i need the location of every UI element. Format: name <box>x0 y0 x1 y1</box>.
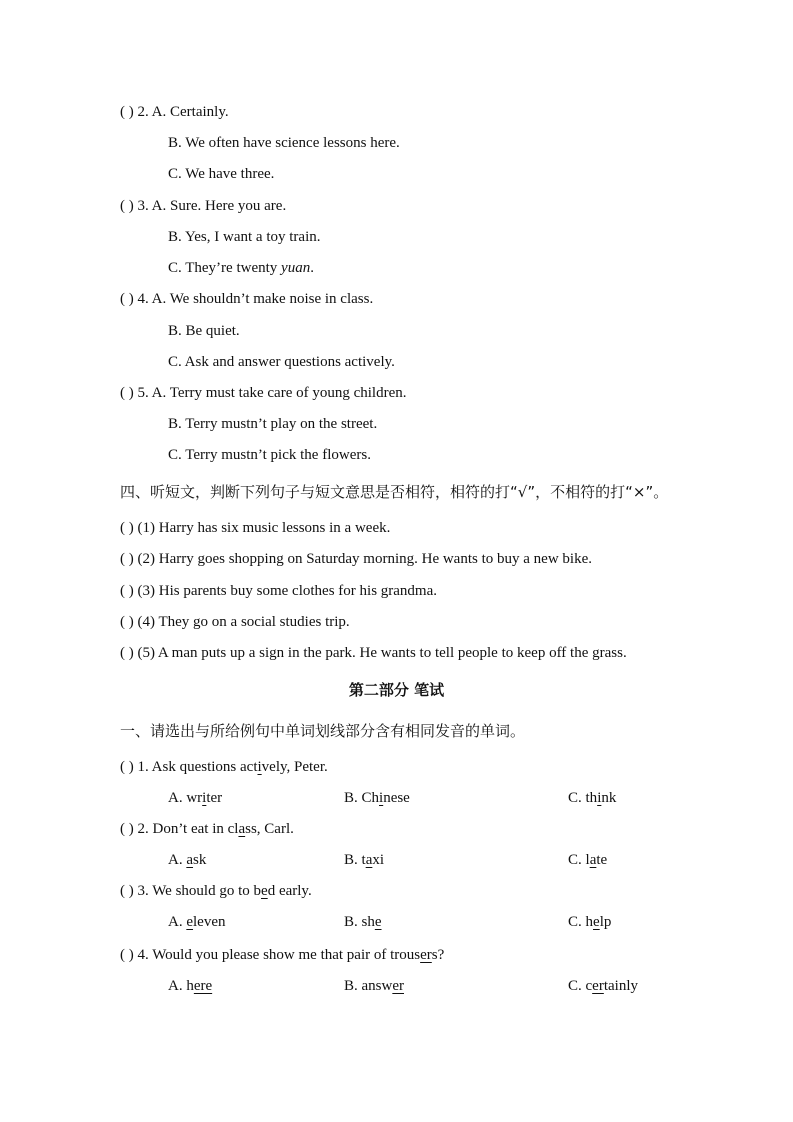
underlined-letters: er <box>392 978 404 994</box>
option-line <box>168 258 314 278</box>
underlined-letters: i <box>379 790 384 806</box>
option-line: B. Terry mustn’t play on the street. <box>168 416 378 432</box>
underlined-letters: e <box>186 914 194 930</box>
section-heading: 四、听短文，判断下列句子与短文意思是否相符，相符的打“√”，不相符的打“×”。 <box>120 483 669 501</box>
word-part: nk <box>601 790 617 806</box>
phonics-option <box>344 788 410 808</box>
word-part: vely, Peter. <box>261 759 328 775</box>
judgement-item: ( ) (5) A man puts up a sign in the park. He wants to tell people to keep off the grass. <box>120 645 627 661</box>
word-part: A. <box>168 852 187 868</box>
word-part: B. answ <box>344 978 393 994</box>
underlined-letters: a <box>186 852 194 868</box>
section-heading: 一、请选出与所给例句中单词划线部分含有相同发音的单词。 <box>120 722 526 740</box>
underlined-letters: ere <box>193 978 213 994</box>
judgement-item: ( ) (2) Harry goes shopping on Saturday morning. He wants to buy a new bike. <box>120 551 592 567</box>
italic-word: yuan <box>281 260 311 276</box>
word-part: xi <box>372 852 385 868</box>
word-part: C. c <box>568 978 593 994</box>
underlined-letters: a <box>589 852 597 868</box>
phonics-question <box>120 757 328 777</box>
word-part: A. h <box>168 978 194 994</box>
phonics-question <box>120 881 312 901</box>
option-line: C. Terry mustn’t pick the flowers. <box>168 447 371 463</box>
phonics-question <box>120 945 444 965</box>
word-part: sk <box>193 852 207 868</box>
phonics-option <box>568 788 616 808</box>
option-line: B. We often have science lessons here. <box>168 135 400 151</box>
judgement-item: ( ) (4) They go on a social studies trip. <box>120 614 350 630</box>
word-part: C. th <box>568 790 598 806</box>
option-line: C. We have three. <box>168 166 275 182</box>
word-part: ( ) 4. Would you please show me that pair of trous <box>120 947 421 963</box>
underlined-letters: a <box>365 852 373 868</box>
option-text: . <box>310 260 314 276</box>
word-part: B. sh <box>344 914 375 930</box>
question-line: ( ) 3. A. Sure. Here you are. <box>120 198 287 214</box>
word-part: tainly <box>603 978 638 994</box>
phonics-option <box>168 850 206 870</box>
underlined-letters: er <box>592 978 604 994</box>
phonics-option <box>168 976 212 996</box>
word-part: leven <box>193 914 226 930</box>
phonics-option <box>568 850 607 870</box>
underlined-letters: e <box>261 883 268 899</box>
word-part: ( ) 2. Don’t eat in cl <box>120 821 239 837</box>
underlined-letters: e <box>593 914 600 930</box>
word-part: A. <box>168 914 187 930</box>
underlined-letters: e <box>374 914 382 930</box>
option-text: C. They’re twenty <box>168 260 282 276</box>
question-line: ( ) 4. A. We shouldn’t make noise in class. <box>120 291 374 307</box>
underlined-letters: i <box>202 790 207 806</box>
word-part: ( ) 3. We should go to b <box>120 883 262 899</box>
question-line: ( ) 2. A. Certainly. <box>120 104 229 120</box>
word-part: ( ) 1. Ask questions act <box>120 759 258 775</box>
phonics-option <box>344 976 404 996</box>
phonics-option <box>344 850 384 870</box>
underlined-letters: er <box>420 947 432 963</box>
phonics-option <box>168 912 226 932</box>
phonics-option <box>168 788 222 808</box>
underlined-letters: i <box>257 759 262 775</box>
phonics-option <box>568 912 611 932</box>
word-part: A. wr <box>168 790 203 806</box>
option-line: B. Be quiet. <box>168 323 240 339</box>
phonics-option <box>568 976 638 996</box>
word-part: C. l <box>568 852 590 868</box>
phonics-option <box>344 912 382 932</box>
option-line: C. Ask and answer questions actively. <box>168 354 395 370</box>
question-line: ( ) 5. A. Terry must take care of young children. <box>120 385 407 401</box>
word-part: ss, Carl. <box>245 821 294 837</box>
word-part: lp <box>599 914 612 930</box>
underlined-letters: a <box>238 821 246 837</box>
word-part: nese <box>383 790 410 806</box>
word-part: te <box>596 852 608 868</box>
word-part: B. Ch <box>344 790 380 806</box>
option-line: B. Yes, I want a toy train. <box>168 229 321 245</box>
word-part: ter <box>206 790 223 806</box>
part-title: 第二部分 笔试 <box>348 681 445 699</box>
word-part: C. h <box>568 914 594 930</box>
phonics-question <box>120 819 294 839</box>
word-part: s? <box>431 947 445 963</box>
judgement-item: ( ) (3) His parents buy some clothes for his grandma. <box>120 583 438 599</box>
underlined-letters: i <box>597 790 602 806</box>
judgement-item: ( ) (1) Harry has six music lessons in a week. <box>120 520 391 536</box>
word-part: B. t <box>344 852 366 868</box>
word-part: d early. <box>267 883 312 899</box>
